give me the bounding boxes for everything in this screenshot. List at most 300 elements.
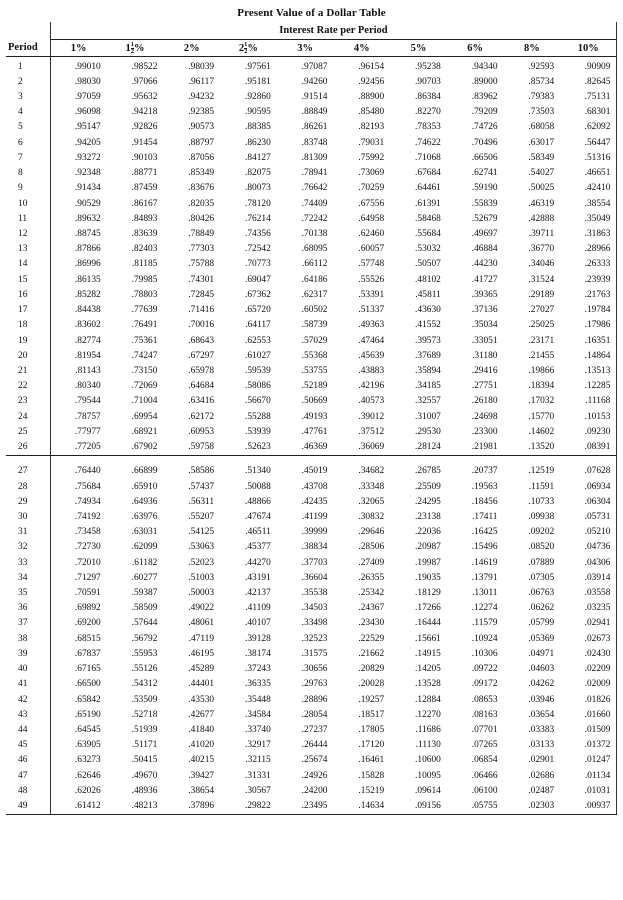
table-row bbox=[6, 662, 617, 677]
rate-percent-sign: % bbox=[588, 42, 599, 54]
value-cell: .69047 bbox=[244, 274, 271, 285]
value-cell: .52023 bbox=[188, 557, 215, 568]
value-cell: .43530 bbox=[188, 694, 215, 705]
value-cell: .56447 bbox=[560, 135, 617, 150]
value-cell: .19784 bbox=[560, 303, 617, 318]
value-cell: .74356 bbox=[244, 229, 271, 240]
value-cell: .71297 bbox=[74, 572, 101, 583]
table-row bbox=[6, 768, 617, 783]
value-cell: .72010 bbox=[74, 557, 101, 568]
value-cell: .02303 bbox=[504, 799, 561, 815]
value-cell: .41727 bbox=[471, 274, 498, 285]
value-cell: .36604 bbox=[301, 572, 328, 583]
period-cell: 21 bbox=[6, 363, 50, 378]
period-header: Period bbox=[6, 40, 50, 57]
value-cell: .29646 bbox=[358, 527, 385, 538]
period-cell: 38 bbox=[6, 631, 50, 646]
period-cell: 25 bbox=[6, 424, 50, 439]
spacer-cell bbox=[560, 455, 617, 464]
value-cell: .18456 bbox=[471, 496, 498, 507]
value-cell: .07305 bbox=[528, 572, 555, 583]
value-cell: .19563 bbox=[471, 481, 498, 492]
value-cell: .72069 bbox=[131, 381, 158, 392]
value-cell: .24200 bbox=[301, 785, 328, 796]
value-cell: .25509 bbox=[415, 481, 441, 492]
value-cell: .29822 bbox=[220, 799, 277, 815]
value-cell: .28966 bbox=[560, 242, 617, 257]
value-cell: .63017 bbox=[528, 137, 555, 148]
value-cell: .98039 bbox=[188, 61, 215, 72]
value-cell: .47761 bbox=[301, 426, 328, 437]
value-cell: .92860 bbox=[244, 92, 271, 103]
value-cell: .90103 bbox=[131, 152, 158, 163]
value-cell: .37136 bbox=[471, 305, 498, 316]
rate-header bbox=[504, 40, 561, 57]
value-cell: .14619 bbox=[471, 557, 498, 568]
value-cell: .29530 bbox=[415, 426, 441, 437]
value-cell: .73069 bbox=[358, 168, 385, 179]
period-cell: 43 bbox=[6, 707, 50, 722]
value-cell: .07265 bbox=[471, 740, 498, 751]
value-cell: .03235 bbox=[560, 601, 617, 616]
value-cell: .40573 bbox=[358, 396, 385, 407]
value-cell: .50025 bbox=[528, 183, 555, 194]
table-row bbox=[6, 196, 617, 211]
value-cell: .85480 bbox=[358, 107, 385, 118]
table-row bbox=[6, 555, 617, 570]
value-cell: .09156 bbox=[390, 799, 447, 815]
value-cell: .11130 bbox=[415, 740, 441, 751]
rate-whole: 2 bbox=[183, 42, 190, 54]
value-cell: .03558 bbox=[560, 585, 617, 600]
value-cell: .23430 bbox=[358, 618, 385, 629]
rate-whole: 2 bbox=[238, 42, 245, 54]
value-cell: .34584 bbox=[244, 709, 271, 720]
value-cell: .82774 bbox=[74, 335, 101, 346]
value-cell: .63273 bbox=[74, 755, 101, 766]
value-cell: .03654 bbox=[528, 709, 555, 720]
value-cell: .81309 bbox=[301, 152, 328, 163]
value-cell: .54312 bbox=[131, 679, 158, 690]
value-cell: .83639 bbox=[131, 229, 158, 240]
value-cell: .81954 bbox=[74, 350, 101, 361]
value-cell: .47119 bbox=[188, 633, 215, 644]
value-cell: .04262 bbox=[528, 679, 555, 690]
value-cell: .50003 bbox=[188, 588, 215, 599]
period-cell: 37 bbox=[6, 616, 50, 631]
value-cell: .52718 bbox=[131, 709, 158, 720]
value-cell: .48102 bbox=[415, 274, 441, 285]
value-cell: .02673 bbox=[560, 631, 617, 646]
rate-header bbox=[50, 40, 107, 57]
table-row bbox=[6, 753, 617, 768]
value-cell: .10153 bbox=[560, 409, 617, 424]
value-cell: .79383 bbox=[528, 92, 555, 103]
value-cell: .67684 bbox=[415, 168, 441, 179]
table-row bbox=[6, 509, 617, 524]
value-cell: .25025 bbox=[528, 320, 555, 331]
period-cell: 32 bbox=[6, 540, 50, 555]
value-cell: .50088 bbox=[244, 481, 271, 492]
value-cell: .59190 bbox=[471, 183, 498, 194]
value-cell: .60277 bbox=[131, 572, 158, 583]
value-cell: .97066 bbox=[131, 76, 158, 87]
table-row bbox=[6, 120, 617, 135]
period-cell: 18 bbox=[6, 318, 50, 333]
value-cell: .70016 bbox=[188, 320, 215, 331]
value-cell: .03914 bbox=[560, 570, 617, 585]
value-cell: .11591 bbox=[528, 481, 555, 492]
value-cell: .42888 bbox=[528, 213, 555, 224]
value-cell: .19035 bbox=[415, 572, 441, 583]
value-cell: .06304 bbox=[560, 494, 617, 509]
value-cell: .42137 bbox=[244, 588, 271, 599]
value-cell: .61027 bbox=[244, 350, 271, 361]
value-cell: .90703 bbox=[415, 76, 441, 87]
value-cell: .67165 bbox=[74, 664, 101, 675]
value-cell: .86230 bbox=[244, 137, 271, 148]
value-cell: .11579 bbox=[472, 618, 498, 629]
value-cell: .31180 bbox=[472, 350, 498, 361]
table-row bbox=[6, 379, 617, 394]
value-cell: .24926 bbox=[301, 770, 328, 781]
value-cell: .26355 bbox=[358, 572, 385, 583]
value-cell: .27237 bbox=[301, 725, 328, 736]
value-cell: .92456 bbox=[358, 76, 385, 87]
value-cell: .10095 bbox=[415, 770, 441, 781]
value-cell: .84438 bbox=[74, 305, 101, 316]
value-cell: .35034 bbox=[471, 320, 498, 331]
value-cell: .68095 bbox=[301, 244, 328, 255]
value-cell: .12274 bbox=[471, 603, 498, 614]
value-cell: .51171 bbox=[131, 740, 158, 751]
table-row bbox=[6, 525, 617, 540]
value-cell: .05210 bbox=[560, 525, 617, 540]
value-cell: .42677 bbox=[188, 709, 215, 720]
value-cell: .55207 bbox=[188, 511, 215, 522]
value-cell: .95238 bbox=[415, 61, 441, 72]
value-cell: .65978 bbox=[188, 365, 215, 376]
value-cell: .74301 bbox=[188, 274, 215, 285]
value-cell: .77205 bbox=[50, 439, 107, 455]
value-cell: .27027 bbox=[528, 305, 555, 316]
value-cell: .38834 bbox=[301, 542, 328, 553]
value-cell: .46319 bbox=[528, 198, 555, 209]
value-cell: .67362 bbox=[244, 289, 271, 300]
value-cell: .69892 bbox=[74, 603, 101, 614]
value-cell: .02009 bbox=[560, 677, 617, 692]
value-cell: .88385 bbox=[244, 122, 271, 133]
value-cell: .66506 bbox=[471, 152, 498, 163]
value-cell: .19866 bbox=[528, 365, 555, 376]
value-cell: .47674 bbox=[244, 511, 271, 522]
value-cell: .86996 bbox=[74, 259, 101, 270]
value-cell: .68515 bbox=[74, 633, 101, 644]
rate-percent-sign: % bbox=[189, 42, 200, 54]
rate-percent-sign: % bbox=[75, 42, 87, 54]
value-cell: .89632 bbox=[74, 213, 101, 224]
value-cell: .15770 bbox=[528, 411, 555, 422]
value-cell: .89000 bbox=[471, 76, 498, 87]
table-row bbox=[6, 409, 617, 424]
value-cell: .74622 bbox=[415, 137, 441, 148]
value-cell: .20737 bbox=[471, 466, 498, 477]
value-cell: .34185 bbox=[415, 381, 441, 392]
table-row bbox=[6, 439, 617, 455]
table-row bbox=[6, 105, 617, 120]
value-cell: .03133 bbox=[528, 740, 555, 751]
value-cell: .43191 bbox=[244, 572, 271, 583]
table-row bbox=[6, 74, 617, 89]
period-cell: 9 bbox=[6, 181, 50, 196]
value-cell: .21981 bbox=[447, 439, 504, 455]
table-row bbox=[6, 631, 617, 646]
value-cell: .97059 bbox=[74, 92, 101, 103]
value-cell: .60953 bbox=[188, 426, 215, 437]
value-cell: .79985 bbox=[131, 274, 158, 285]
value-cell: .26785 bbox=[415, 466, 441, 477]
value-cell: .63416 bbox=[188, 396, 215, 407]
spacer-cell bbox=[447, 455, 504, 464]
value-cell: .51316 bbox=[560, 150, 617, 165]
value-cell: .01247 bbox=[560, 753, 617, 768]
block-spacer bbox=[6, 455, 617, 464]
value-cell: .88797 bbox=[188, 137, 215, 148]
value-cell: .78803 bbox=[131, 289, 158, 300]
value-cell: .03946 bbox=[528, 694, 555, 705]
value-cell: .12270 bbox=[415, 709, 441, 720]
value-cell: .17032 bbox=[528, 396, 555, 407]
value-cell: .78849 bbox=[188, 229, 215, 240]
period-cell: 45 bbox=[6, 738, 50, 753]
value-cell: .35538 bbox=[301, 588, 328, 599]
value-cell: .56311 bbox=[188, 496, 215, 507]
value-cell: .32523 bbox=[301, 633, 328, 644]
value-cell: .77977 bbox=[74, 426, 101, 437]
value-cell: .51337 bbox=[358, 305, 385, 316]
rate-percent-sign: % bbox=[472, 42, 484, 54]
value-cell: .01509 bbox=[560, 722, 617, 737]
value-cell: .75361 bbox=[131, 335, 158, 346]
value-cell: .57029 bbox=[301, 335, 328, 346]
value-cell: .15219 bbox=[358, 785, 385, 796]
value-cell: .94260 bbox=[301, 76, 328, 87]
value-cell: .78353 bbox=[415, 122, 441, 133]
period-cell: 22 bbox=[6, 379, 50, 394]
value-cell: .45811 bbox=[415, 289, 441, 300]
value-cell: .28506 bbox=[358, 542, 385, 553]
value-cell: .16444 bbox=[415, 618, 441, 629]
value-cell: .20987 bbox=[415, 542, 441, 553]
value-cell: .58739 bbox=[301, 320, 328, 331]
period-cell: 28 bbox=[6, 479, 50, 494]
value-cell: .53755 bbox=[301, 365, 328, 376]
rate-header bbox=[277, 40, 334, 57]
value-cell: .43708 bbox=[301, 481, 328, 492]
value-cell: .36770 bbox=[528, 244, 555, 255]
value-cell: .87459 bbox=[131, 183, 158, 194]
value-cell: .52623 bbox=[220, 439, 277, 455]
value-cell: .96117 bbox=[188, 76, 215, 87]
value-cell: .67837 bbox=[74, 648, 101, 659]
value-cell: .09722 bbox=[471, 664, 498, 675]
value-cell: .62646 bbox=[74, 770, 101, 781]
value-cell: .56670 bbox=[244, 396, 271, 407]
value-cell: .02901 bbox=[528, 755, 555, 766]
value-cell: .96098 bbox=[74, 107, 101, 118]
table-row bbox=[6, 616, 617, 631]
value-cell: .02487 bbox=[528, 785, 555, 796]
value-cell: .28896 bbox=[301, 694, 328, 705]
value-cell: .64186 bbox=[301, 274, 328, 285]
value-cell: .02430 bbox=[560, 646, 617, 661]
interest-rate-group-header: Interest Rate per Period bbox=[50, 22, 617, 40]
value-cell: .73458 bbox=[74, 527, 101, 538]
value-cell: .08520 bbox=[528, 542, 555, 553]
value-cell: .19987 bbox=[415, 557, 441, 568]
value-cell: .39365 bbox=[471, 289, 498, 300]
value-cell: .65910 bbox=[131, 481, 158, 492]
value-cell: .60502 bbox=[301, 305, 328, 316]
value-cell: .73150 bbox=[131, 365, 158, 376]
table-row bbox=[6, 585, 617, 600]
value-cell: .21455 bbox=[528, 350, 555, 361]
value-cell: .70591 bbox=[74, 588, 101, 599]
value-cell: .18129 bbox=[415, 588, 441, 599]
period-cell: 2 bbox=[6, 74, 50, 89]
value-cell: .58509 bbox=[131, 603, 158, 614]
value-cell: .17411 bbox=[472, 511, 498, 522]
value-cell: .38174 bbox=[244, 648, 271, 659]
period-cell: 49 bbox=[6, 799, 50, 815]
value-cell: .04603 bbox=[528, 664, 555, 675]
value-cell: .09202 bbox=[528, 527, 555, 538]
value-cell: .03383 bbox=[528, 725, 555, 736]
value-cell: .45019 bbox=[301, 466, 328, 477]
value-cell: .76642 bbox=[301, 183, 328, 194]
value-cell: .71416 bbox=[188, 305, 215, 316]
value-cell: .06934 bbox=[560, 479, 617, 494]
value-cell: .30567 bbox=[244, 785, 271, 796]
value-cell: .22529 bbox=[358, 633, 385, 644]
table-row bbox=[6, 601, 617, 616]
value-cell: .46651 bbox=[560, 166, 617, 181]
value-cell: .92385 bbox=[188, 107, 215, 118]
value-cell: .05755 bbox=[447, 799, 504, 815]
value-cell: .09172 bbox=[471, 679, 498, 690]
value-cell: .23939 bbox=[560, 272, 617, 287]
value-cell: .71068 bbox=[415, 152, 441, 163]
period-cell: 23 bbox=[6, 394, 50, 409]
value-cell: .58086 bbox=[244, 381, 271, 392]
value-cell: .41020 bbox=[188, 740, 215, 751]
table-row bbox=[6, 394, 617, 409]
table-row bbox=[6, 181, 617, 196]
rate-header bbox=[220, 40, 277, 57]
value-cell: .88849 bbox=[301, 107, 328, 118]
value-cell: .39128 bbox=[244, 633, 271, 644]
value-cell: .91434 bbox=[74, 183, 101, 194]
value-cell: .65842 bbox=[74, 694, 101, 705]
value-cell: .11686 bbox=[415, 725, 441, 736]
value-cell: .79209 bbox=[471, 107, 498, 118]
fraction-numerator: 1 bbox=[244, 40, 248, 48]
value-cell: .06466 bbox=[471, 770, 498, 781]
value-cell: .49697 bbox=[471, 229, 498, 240]
value-cell: .74934 bbox=[74, 496, 101, 507]
period-cell: 41 bbox=[6, 677, 50, 692]
value-cell: .70138 bbox=[301, 229, 328, 240]
value-cell: .20829 bbox=[358, 664, 385, 675]
value-cell: .90573 bbox=[188, 122, 215, 133]
value-cell: .64117 bbox=[245, 320, 271, 331]
value-cell: .64936 bbox=[131, 496, 158, 507]
value-cell: .24367 bbox=[358, 603, 385, 614]
value-cell: .04736 bbox=[560, 540, 617, 555]
period-cell: 7 bbox=[6, 150, 50, 165]
period-cell: 19 bbox=[6, 333, 50, 348]
table-row bbox=[6, 677, 617, 692]
value-cell: .17986 bbox=[560, 318, 617, 333]
value-cell: .35049 bbox=[560, 211, 617, 226]
value-cell: .14634 bbox=[333, 799, 390, 815]
value-cell: .92348 bbox=[74, 168, 101, 179]
value-cell: .98522 bbox=[131, 61, 158, 72]
value-cell: .78120 bbox=[244, 198, 271, 209]
value-cell: .71004 bbox=[131, 396, 158, 407]
value-cell: .23300 bbox=[471, 426, 498, 437]
value-cell: .57644 bbox=[131, 618, 158, 629]
value-cell: .39012 bbox=[358, 411, 385, 422]
rate-percent-sign: % bbox=[134, 42, 145, 54]
value-cell: .42410 bbox=[560, 181, 617, 196]
value-cell: .62460 bbox=[358, 229, 385, 240]
value-cell: .74192 bbox=[74, 511, 101, 522]
value-cell: .48213 bbox=[107, 799, 164, 815]
rate-whole: 1 bbox=[70, 42, 76, 54]
table-row bbox=[6, 738, 617, 753]
value-cell: .62026 bbox=[74, 785, 101, 796]
value-cell: .66500 bbox=[74, 679, 101, 690]
value-cell: .85349 bbox=[188, 168, 215, 179]
period-cell: 20 bbox=[6, 348, 50, 363]
value-cell: .09938 bbox=[528, 511, 555, 522]
value-cell: .23495 bbox=[277, 799, 334, 815]
value-cell: .53032 bbox=[415, 244, 441, 255]
value-cell: .88900 bbox=[358, 92, 385, 103]
period-cell: 29 bbox=[6, 494, 50, 509]
value-cell: .35448 bbox=[244, 694, 271, 705]
value-cell: .76491 bbox=[131, 320, 158, 331]
value-cell: .07628 bbox=[560, 464, 617, 479]
value-cell: .40107 bbox=[244, 618, 271, 629]
value-cell: .17266 bbox=[415, 603, 441, 614]
value-cell: .12884 bbox=[415, 694, 441, 705]
value-cell: .83748 bbox=[301, 137, 328, 148]
value-cell: .23171 bbox=[528, 335, 555, 346]
value-cell: .61391 bbox=[415, 198, 441, 209]
value-cell: .67297 bbox=[188, 350, 215, 361]
value-cell: .27409 bbox=[358, 557, 385, 568]
value-cell: .91514 bbox=[301, 92, 328, 103]
value-cell: .82075 bbox=[244, 168, 271, 179]
value-cell: .98030 bbox=[74, 76, 101, 87]
spacer-cell bbox=[333, 455, 390, 464]
value-cell: .25674 bbox=[301, 755, 328, 766]
period-cell: 46 bbox=[6, 753, 50, 768]
value-cell: .82645 bbox=[560, 74, 617, 89]
value-cell: .05799 bbox=[528, 618, 555, 629]
